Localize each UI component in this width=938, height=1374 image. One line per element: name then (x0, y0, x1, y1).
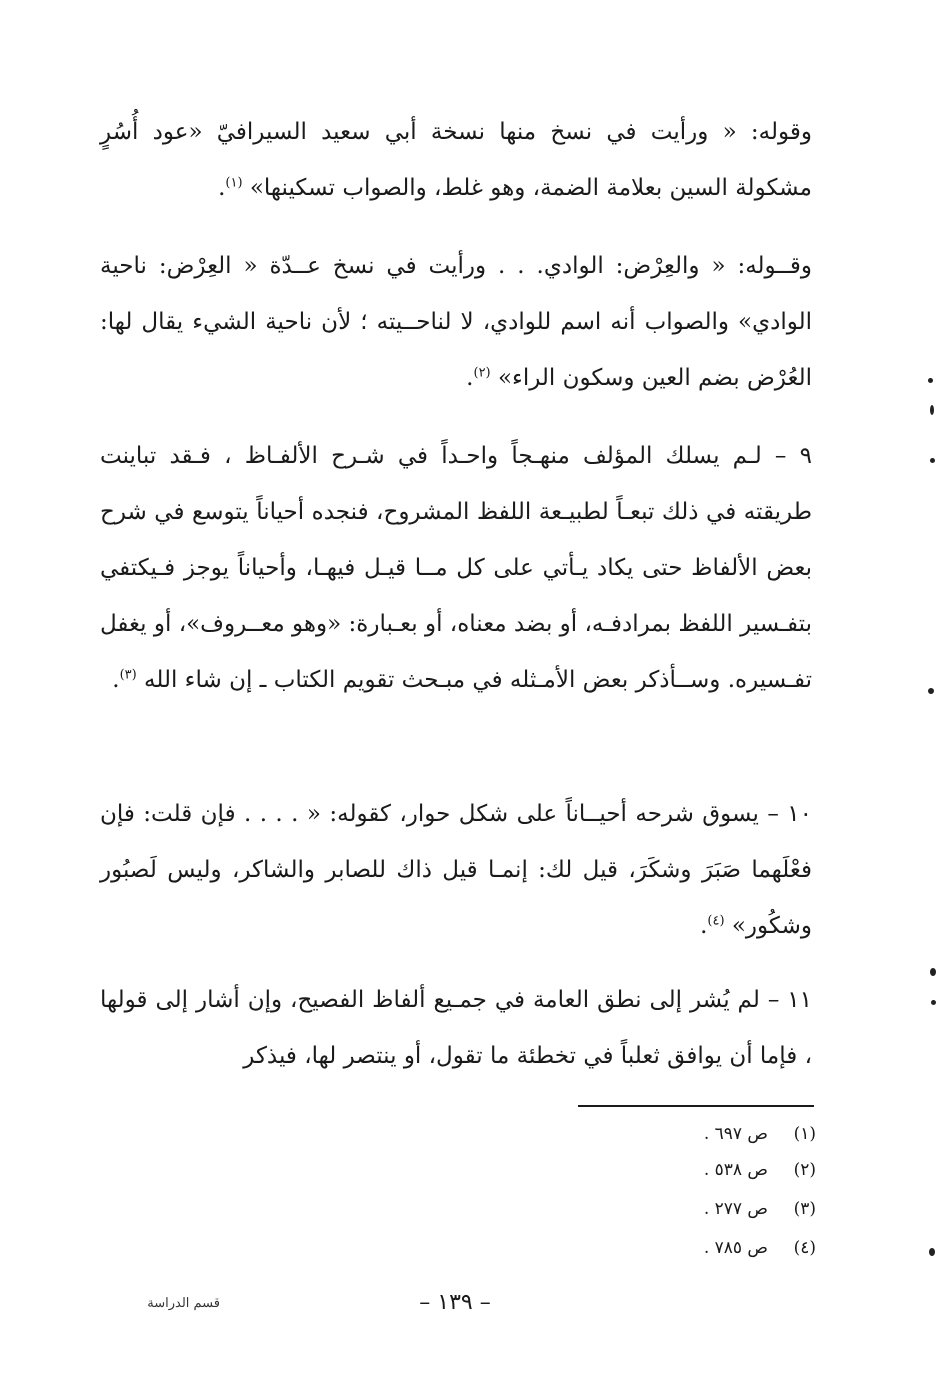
paragraph-item-11: ١١ – لم يُشر إلى نطق العامة في جمـيع ألفاظ الفصيح، وإن أشار إلى قولها ، فإما أن يوافق ثعلباً في تخطئة ما تقول، أو ينتصر لها، فيذكر (100, 987, 812, 1069)
footnote-1 (556, 1122, 816, 1146)
scan-speck (930, 458, 935, 463)
footnote-divider (578, 1105, 814, 1107)
footnote-number: (١) (793, 1124, 816, 1144)
scan-speck (929, 1248, 935, 1256)
paragraph-item-9: ٩ – لـم يسلك المؤلف منهـجاً واحـداً في شـرح الألفـاظ ، فـقد تباينت طريقته في ذلك تبعـاً لطبيـعة اللفظ المشروح، فنجده أحياناً يتوسع في شرح بعض الألفاظ حتى يكاد يـأتي على كل مــا قيـل فيهـا، وأحياناً يوجز فـيكتفي بتفـسير اللفظ بمرادفـه، أو بضد معناه، أو بعـبارة: «وهو معــروف»، أو يغفل تفـسيره. وســأذكر بعض الأمـثله في مبـحث تقويم الكتاب ـ إن شاء الله $^{(٣)}$. (100, 443, 812, 693)
footnote-ref: (٣) (119, 667, 137, 683)
footnote-number: (٣) (793, 1199, 816, 1219)
footnote-text: ص ٦٩٧ . (703, 1124, 768, 1144)
footnote-3 (556, 1197, 816, 1221)
footnote-text: ص ٢٧٧ . (703, 1199, 768, 1219)
footnote-text: ص ٥٣٨ . (703, 1160, 768, 1180)
scan-speck (928, 688, 934, 694)
scan-speck (931, 1000, 936, 1005)
scan-speck (930, 405, 934, 415)
footnote-number: (٢) (793, 1160, 816, 1180)
section-label: قسم الدراسة (147, 1296, 220, 1311)
paragraph-item-10: ١٠ – يسوق شرحه أحيــاناً على شكل حوار، كقوله: « . . . . فإن قلت: فإن فعْلَهما صَبَرَ وشكَرَ، قيل لك: إنمـا قيل ذاك للصابر والشاكر، وليس لَصبُور وشكُور» $^{(٤)}$. (100, 801, 812, 939)
footnote-text: ص ٧٨٥ . (703, 1238, 768, 1258)
footnote-4 (556, 1236, 816, 1260)
scan-speck (928, 378, 933, 383)
paragraph-quote-2: وقــوله: « والعِرْض: الوادي. . . ورأيت في نسخ عــدّة « العِرْض: ناحية الوادي» والصواب أنه اسم للوادي، لا لناحــيته ؛ لأن ناحية الشيء يقال لها: العُرْض بضم العين وسكون الراء» $^{(٢)}$. (100, 253, 812, 391)
footnote-ref: (٢) (473, 365, 491, 381)
footnote-2 (556, 1158, 816, 1182)
page-number: – ١٣٩ – (419, 1290, 491, 1315)
footnote-ref: (١) (225, 175, 243, 191)
paragraph-quote-1: وقوله: « ورأيت في نسخ منها نسخة أبي سعيد السيرافيّ «عود أُسُرٍ مشكولة السين بعلامة الضمة، وهو غلط، والصواب تسكينها» $^{(١)}$. (100, 119, 812, 201)
footnote-ref: (٤) (707, 913, 725, 929)
footnote-number: (٤) (793, 1238, 816, 1258)
scan-speck (930, 968, 936, 976)
